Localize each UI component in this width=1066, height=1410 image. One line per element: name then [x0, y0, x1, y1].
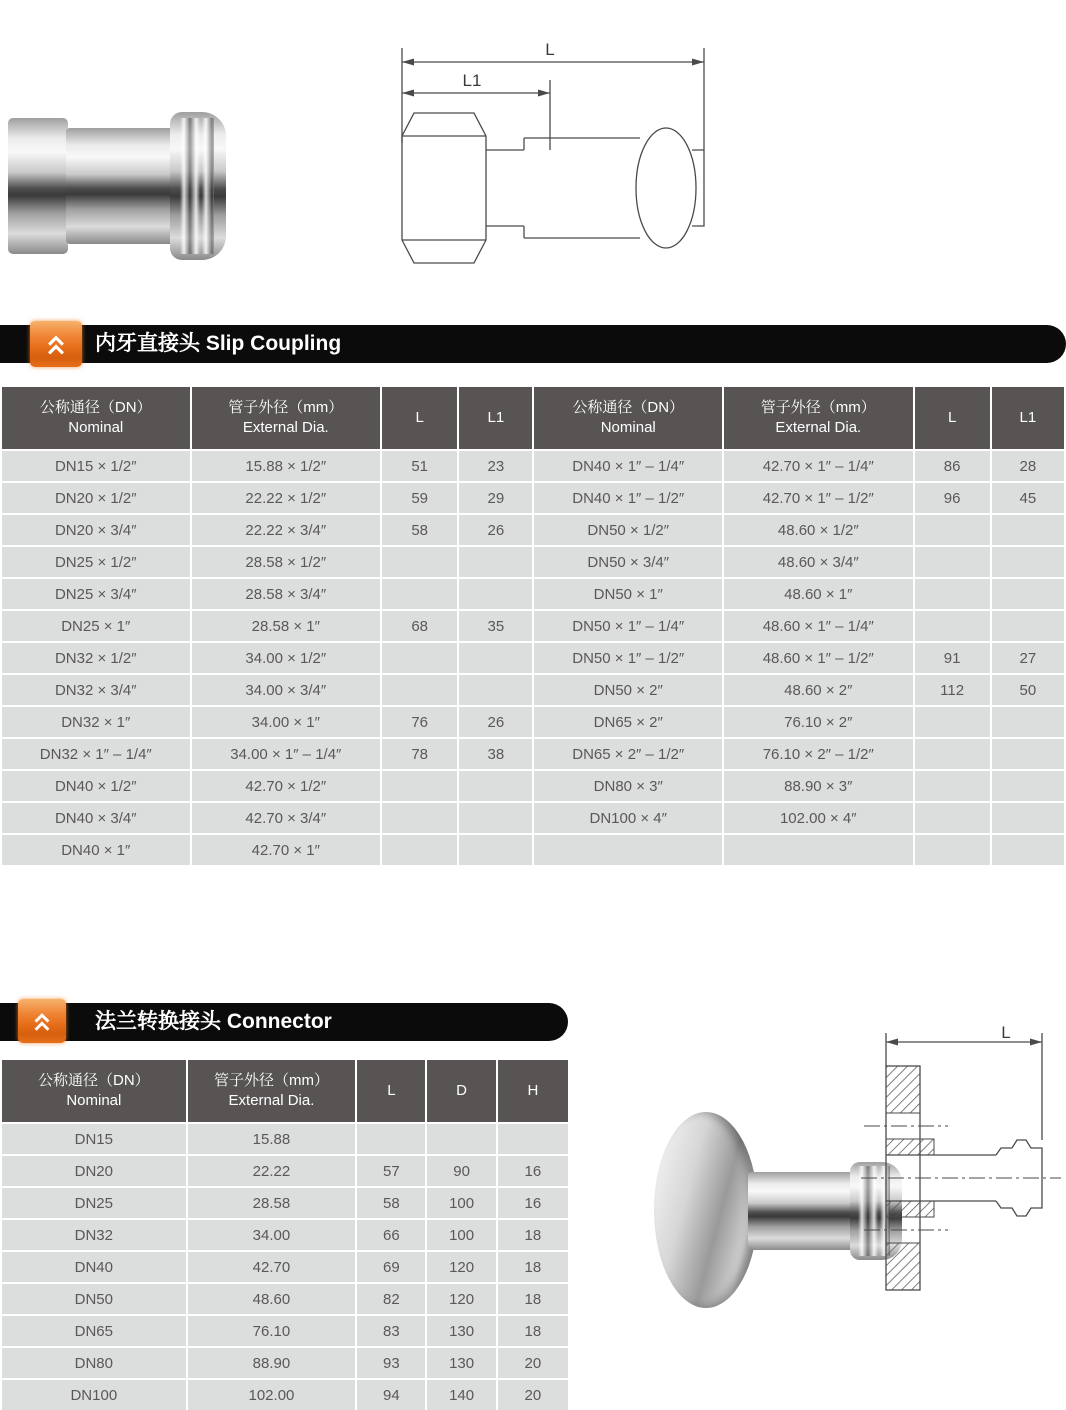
table-cell: 69 [357, 1252, 425, 1282]
slip-coupling-drawing [388, 38, 718, 278]
table-cell: 50 [992, 675, 1064, 705]
table-cell: DN32 × 1″ – 1/4″ [2, 739, 190, 769]
col-header-nominal: 公称通径（DN） Nominal [534, 387, 722, 449]
col-header-L: L [382, 387, 457, 449]
table-cell: 20 [498, 1348, 568, 1378]
table-cell: 76.10 × 2″ [724, 707, 913, 737]
connector-body [748, 1172, 858, 1250]
table-cell: 18 [498, 1252, 568, 1282]
table-row [2, 1220, 568, 1250]
table-cell [992, 547, 1064, 577]
table-cell [992, 579, 1064, 609]
table-cell: DN32 × 3/4″ [2, 675, 190, 705]
section-title-connector: 法兰转换接头 Connector [95, 1010, 332, 1033]
header-row [2, 387, 1064, 449]
table-cell: 112 [915, 675, 990, 705]
table-cell: 28 [992, 451, 1064, 481]
table-cell [915, 579, 990, 609]
table-cell: 86 [915, 451, 990, 481]
table-cell: 28.58 × 1″ [192, 611, 381, 641]
section-banner-connector [0, 1003, 568, 1041]
col-header-external-dia: 管子外径（mm） External Dia. [188, 1060, 356, 1122]
table-cell [915, 739, 990, 769]
table-cell [498, 1124, 568, 1154]
table-cell: DN25 × 1″ [2, 611, 190, 641]
table-row [2, 739, 1064, 769]
table-cell: DN25 [2, 1188, 186, 1218]
table-cell: DN15 × 1/2″ [2, 451, 190, 481]
table-cell [382, 547, 457, 577]
table-cell [382, 803, 457, 833]
table-cell: 27 [992, 643, 1064, 673]
table-cell: 130 [427, 1316, 495, 1346]
table-cell [459, 803, 532, 833]
table-cell: 42.70 × 1/2″ [192, 771, 381, 801]
table-cell [382, 675, 457, 705]
table-row [2, 1316, 568, 1346]
table-cell: 76.10 [188, 1316, 356, 1346]
table-cell: 35 [459, 611, 532, 641]
table-cell: DN65 [2, 1316, 186, 1346]
table-cell [459, 643, 532, 673]
table-row [2, 1380, 568, 1410]
coupling-body [66, 128, 176, 244]
dim-label-L1: L1 [462, 71, 482, 90]
table-cell: DN20 × 3/4″ [2, 515, 190, 545]
table-cell: 120 [427, 1252, 495, 1282]
table-cell: 48.60 × 3/4″ [724, 547, 913, 577]
table-cell: DN40 × 1″ – 1/2″ [534, 483, 722, 513]
table-cell: 28.58 × 1/2″ [192, 547, 381, 577]
table-cell: 18 [498, 1220, 568, 1250]
table-cell: 68 [382, 611, 457, 641]
table-cell: 34.00 [188, 1220, 356, 1250]
table-cell: 120 [427, 1284, 495, 1314]
table-cell [459, 675, 532, 705]
table-cell: 42.70 × 1″ – 1/2″ [724, 483, 913, 513]
table-cell: DN80 × 3″ [534, 771, 722, 801]
table-row [2, 771, 1064, 801]
table-cell: 93 [357, 1348, 425, 1378]
table-cell [534, 835, 722, 865]
table-cell: 22.22 [188, 1156, 356, 1186]
table-cell [915, 515, 990, 545]
table-cell: 18 [498, 1284, 568, 1314]
table-cell: 23 [459, 451, 532, 481]
table-cell: 102.00 [188, 1380, 356, 1410]
table-cell: 45 [992, 483, 1064, 513]
table-cell: 26 [459, 515, 532, 545]
table-cell: DN15 [2, 1124, 186, 1154]
table-cell: 29 [459, 483, 532, 513]
table-cell: 48.60 × 1″ – 1/4″ [724, 611, 913, 641]
table-cell: DN50 × 3/4″ [534, 547, 722, 577]
table-cell [459, 547, 532, 577]
table-row [2, 803, 1064, 833]
table-row [2, 1252, 568, 1282]
table-cell: 42.70 [188, 1252, 356, 1282]
table-cell: DN50 × 2″ [534, 675, 722, 705]
double-chevron-up-icon [18, 999, 66, 1043]
table-cell: 88.90 × 3″ [724, 771, 913, 801]
table-cell: 58 [382, 515, 457, 545]
table-cell: 16 [498, 1188, 568, 1218]
table-cell [992, 739, 1064, 769]
table-cell: DN50 × 1″ – 1/4″ [534, 611, 722, 641]
table-row [2, 1348, 568, 1378]
table-cell [915, 707, 990, 737]
table-cell [992, 515, 1064, 545]
table-row [2, 1124, 568, 1154]
table-cell: 57 [357, 1156, 425, 1186]
table-row [2, 451, 1064, 481]
col-header-L1: L1 [459, 387, 532, 449]
table-row [2, 675, 1064, 705]
table-cell: 59 [382, 483, 457, 513]
table-cell: 34.00 × 1″ [192, 707, 381, 737]
table-cell [459, 835, 532, 865]
table-cell: DN100 × 4″ [534, 803, 722, 833]
header-row [2, 1060, 568, 1122]
table-cell: 16 [498, 1156, 568, 1186]
col-header-D: D [427, 1060, 495, 1122]
table-cell: 28.58 [188, 1188, 356, 1218]
table-row [2, 547, 1064, 577]
col-header-L1: L1 [992, 387, 1064, 449]
table-cell: DN50 [2, 1284, 186, 1314]
col-header-nominal: 公称通径（DN） Nominal [2, 1060, 186, 1122]
table-cell: 34.00 × 3/4″ [192, 675, 381, 705]
table-cell: DN32 [2, 1220, 186, 1250]
table-cell: DN100 [2, 1380, 186, 1410]
table-cell: 20 [498, 1380, 568, 1410]
table-cell [915, 771, 990, 801]
table-cell [992, 707, 1064, 737]
slip-coupling-photo [8, 112, 226, 260]
section-title-slip-coupling: 内牙直接头 Slip Coupling [95, 332, 342, 355]
table-row [2, 1156, 568, 1186]
table-cell: DN40 × 3/4″ [2, 803, 190, 833]
table-cell: 66 [357, 1220, 425, 1250]
table-cell: 48.60 × 1/2″ [724, 515, 913, 545]
table-row [2, 643, 1064, 673]
col-header-external-dia: 管子外径（mm） External Dia. [192, 387, 381, 449]
table-cell: DN50 × 1″ – 1/2″ [534, 643, 722, 673]
table-cell: 34.00 × 1/2″ [192, 643, 381, 673]
dim-label-L: L [545, 40, 555, 59]
table-cell [459, 771, 532, 801]
table-cell: 58 [357, 1188, 425, 1218]
table-cell: 88.90 [188, 1348, 356, 1378]
table-cell [382, 643, 457, 673]
table-cell: 51 [382, 451, 457, 481]
table-cell: 42.70 × 1″ [192, 835, 381, 865]
table-cell: 48.60 [188, 1284, 356, 1314]
table-row [2, 611, 1064, 641]
section-banner-slip-coupling [0, 325, 1066, 363]
table-cell: 48.60 × 1″ [724, 579, 913, 609]
table-cell [382, 579, 457, 609]
table-cell: DN20 [2, 1156, 186, 1186]
table-row [2, 707, 1064, 737]
table-cell: 26 [459, 707, 532, 737]
table-row [2, 483, 1064, 513]
table-cell: DN50 × 1/2″ [534, 515, 722, 545]
table-cell [915, 611, 990, 641]
table-cell: DN25 × 1/2″ [2, 547, 190, 577]
table-cell: DN25 × 3/4″ [2, 579, 190, 609]
table-cell: 140 [427, 1380, 495, 1410]
flange-disc [654, 1112, 758, 1308]
col-header-L: L [915, 387, 990, 449]
press-ridges [178, 118, 214, 254]
table-cell: 78 [382, 739, 457, 769]
table-cell: 34.00 × 1″ – 1/4″ [192, 739, 381, 769]
slip-coupling-table [0, 385, 1066, 867]
table-cell: 48.60 × 1″ – 1/2″ [724, 643, 913, 673]
table-cell: 91 [915, 643, 990, 673]
double-chevron-up-icon [30, 321, 82, 367]
press-ring-end [170, 112, 226, 260]
table-cell: DN40 × 1/2″ [2, 771, 190, 801]
table-cell [992, 611, 1064, 641]
table-cell [992, 803, 1064, 833]
table-row [2, 1188, 568, 1218]
table-cell: 83 [357, 1316, 425, 1346]
table-cell: DN40 [2, 1252, 186, 1282]
table-cell: 22.22 × 1/2″ [192, 483, 381, 513]
dim-label-L: L [1001, 1023, 1011, 1042]
table-cell: DN65 × 2″ [534, 707, 722, 737]
table-row [2, 835, 1064, 865]
table-cell: 94 [357, 1380, 425, 1410]
table-cell [915, 803, 990, 833]
table-cell: DN20 × 1/2″ [2, 483, 190, 513]
connector-drawing [856, 1023, 1066, 1328]
table-cell: DN50 × 1″ [534, 579, 722, 609]
table-cell: 28.58 × 3/4″ [192, 579, 381, 609]
connector-table [0, 1058, 570, 1410]
table-cell: 22.22 × 3/4″ [192, 515, 381, 545]
table-cell [992, 771, 1064, 801]
table-cell [357, 1124, 425, 1154]
hex-nut-end [8, 118, 68, 254]
table-cell: DN80 [2, 1348, 186, 1378]
col-header-nominal: 公称通径（DN） Nominal [2, 387, 190, 449]
table-cell: 15.88 × 1/2″ [192, 451, 381, 481]
col-header-H: H [498, 1060, 568, 1122]
table-cell [459, 579, 532, 609]
table-cell [382, 771, 457, 801]
table-row [2, 515, 1064, 545]
table-cell [992, 835, 1064, 865]
table-cell [382, 835, 457, 865]
table-cell: 15.88 [188, 1124, 356, 1154]
table-cell: DN65 × 2″ – 1/2″ [534, 739, 722, 769]
table-cell [915, 835, 990, 865]
table-cell: 42.70 × 3/4″ [192, 803, 381, 833]
table-cell: 48.60 × 2″ [724, 675, 913, 705]
table-cell: 76.10 × 2″ – 1/2″ [724, 739, 913, 769]
col-header-L: L [357, 1060, 425, 1122]
table-cell [427, 1124, 495, 1154]
table-cell: 38 [459, 739, 532, 769]
table-cell: 76 [382, 707, 457, 737]
table-cell: 90 [427, 1156, 495, 1186]
table-cell: DN40 × 1″ [2, 835, 190, 865]
table-cell: 82 [357, 1284, 425, 1314]
table-cell: 130 [427, 1348, 495, 1378]
table-cell: 102.00 × 4″ [724, 803, 913, 833]
table-cell: DN32 × 1″ [2, 707, 190, 737]
table-cell: 100 [427, 1220, 495, 1250]
table-cell: 42.70 × 1″ – 1/4″ [724, 451, 913, 481]
table-row [2, 1284, 568, 1314]
table-cell: 18 [498, 1316, 568, 1346]
table-cell: 100 [427, 1188, 495, 1218]
table-cell [724, 835, 913, 865]
table-cell: 96 [915, 483, 990, 513]
table-cell [915, 547, 990, 577]
table-row [2, 579, 1064, 609]
col-header-external-dia: 管子外径（mm） External Dia. [724, 387, 913, 449]
table-cell: DN32 × 1/2″ [2, 643, 190, 673]
table-cell: DN40 × 1″ – 1/4″ [534, 451, 722, 481]
